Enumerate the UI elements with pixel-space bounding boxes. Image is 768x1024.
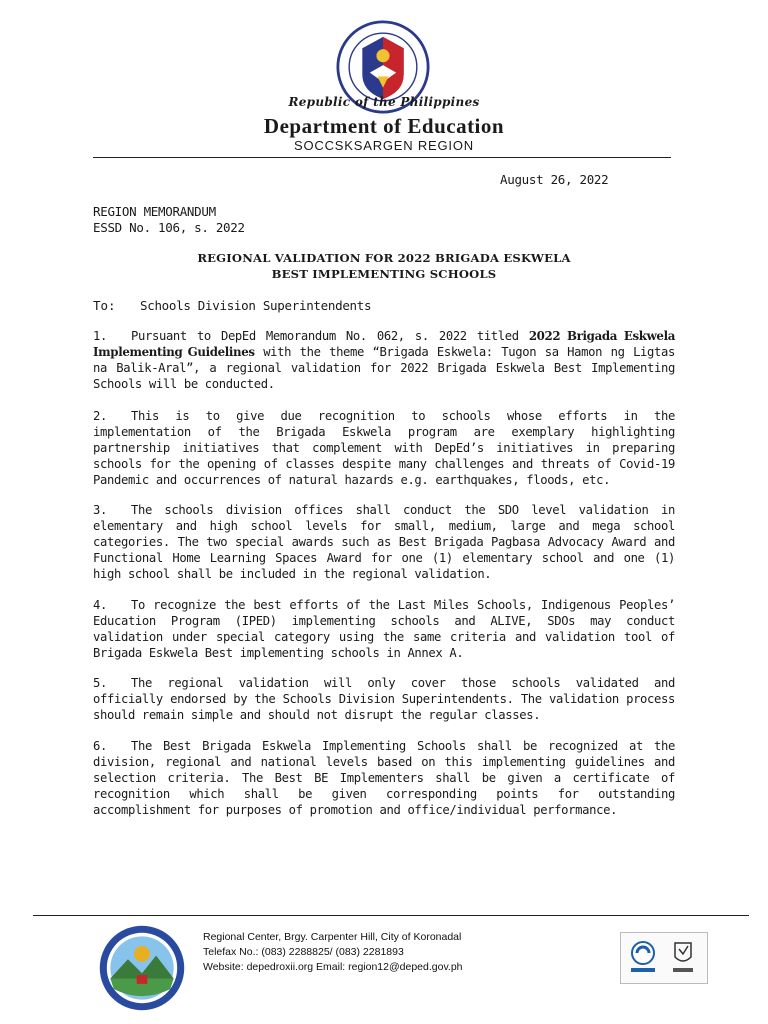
paragraph-text: Pursuant to DepEd Memorandum No. 062, s. 2022 titled: [131, 329, 529, 343]
memo-title-line-1: REGIONAL VALIDATION FOR 2022 BRIGADA ESKWELA: [197, 251, 571, 265]
footer-contact: [203, 930, 463, 975]
paragraph-number: 6.: [93, 739, 107, 753]
to-label: To:: [93, 298, 116, 313]
paragraph-number: 3.: [93, 503, 107, 517]
paragraph-text: The regional validation will only cover those schools validated and officially endorsed by the Schools Division Superintendents. The validation process should remain simple and should not disrupt the regular classes.: [93, 676, 675, 722]
memo-date: August 26, 2022: [500, 172, 609, 187]
paragraph-text: To recognize the best efforts of the Last Miles Schools, Indigenous Peoples’ Education Program (IPED) implementing schools and ALIVE, SDOs may conduct validation under special category using the same criteria and validation tool of Brigada Eskwela Best implementing schools in Annex A.: [93, 598, 675, 660]
paragraph-number: 4.: [93, 598, 107, 612]
to-recipient: Schools Division Superintendents: [140, 298, 372, 313]
paragraph-number: 1.: [93, 329, 107, 343]
paragraph-bold-text: 2022 Brigada Eskwela Implementing Guidelines: [93, 329, 676, 359]
paragraph-5: [93, 675, 675, 723]
footer-address: Regional Center, Brgy. Carpenter Hill, City of Koronadal: [203, 931, 462, 943]
memo-type: REGION MEMORANDUM: [93, 204, 216, 219]
paragraph-text: This is to give due recognition to schools whose efforts in the implementation of the Brigada Eskwela program are exemplary highlighting partnership initiatives that complement with DepEd’s initiatives in preparing schools for the opening of classes despite many challenges and threats of Covid-19 Pandemic and occurrences of natural hazards e.g. earthquakes, floods, etc.: [93, 409, 675, 487]
paragraph-3: [93, 502, 675, 582]
paragraph-6: [93, 738, 675, 818]
footer-telefax: Telefax No.: (083) 2288825/ (083) 2281893: [203, 946, 404, 958]
paragraph-number: 2.: [93, 409, 107, 423]
paragraph-2: [93, 408, 675, 488]
paragraph-text: with the theme “Brigada Eskwela: Tugon sa Hamon ng Ligtas na Balik-Aral”, a regional validation for 2022 Brigada Eskwela Best Implementing Schools will be conducted.: [93, 345, 675, 391]
paragraph-4: [93, 597, 675, 661]
republic-line: Republic of the Philippines: [288, 95, 480, 109]
paragraph-text: The Best Brigada Eskwela Implementing Schools shall be recognized at the division, regional and national levels based on this implementing guidelines and selection criteria. The Best BE Implementers shall be given a certificate of recognition which shall be given corresponding points for outstanding accomplishment for purposes of promotion and office/individual performance.: [93, 739, 675, 817]
paragraph-1: [93, 328, 675, 392]
memo-number: ESSD No. 106, s. 2022: [93, 220, 245, 235]
certification-badges-icon: [620, 932, 708, 984]
paragraph-text: The schools division offices shall conduct the SDO level validation in elementary and high school levels for small, medium, large and mega school categories. The two special awards such as Best Brigada Pagbasa Advocacy Award and Functional Home Learning Spaces Award for one (1) elementary school and one (1) high school shall be included in the regional validation.: [93, 503, 675, 581]
footer-website-email: Website: depedroxii.org Email: region12@deped.gov.ph: [203, 961, 463, 973]
paragraph-number: 5.: [93, 676, 107, 690]
header-divider: [93, 157, 671, 158]
region-xii-logo-icon: [98, 924, 186, 1012]
department-name: Department of Education: [263, 114, 505, 138]
memo-title-line-2: BEST IMPLEMENTING SCHOOLS: [271, 267, 497, 281]
footer-divider: [33, 915, 749, 916]
region-name: SOCCSKSARGEN REGION: [294, 138, 474, 153]
